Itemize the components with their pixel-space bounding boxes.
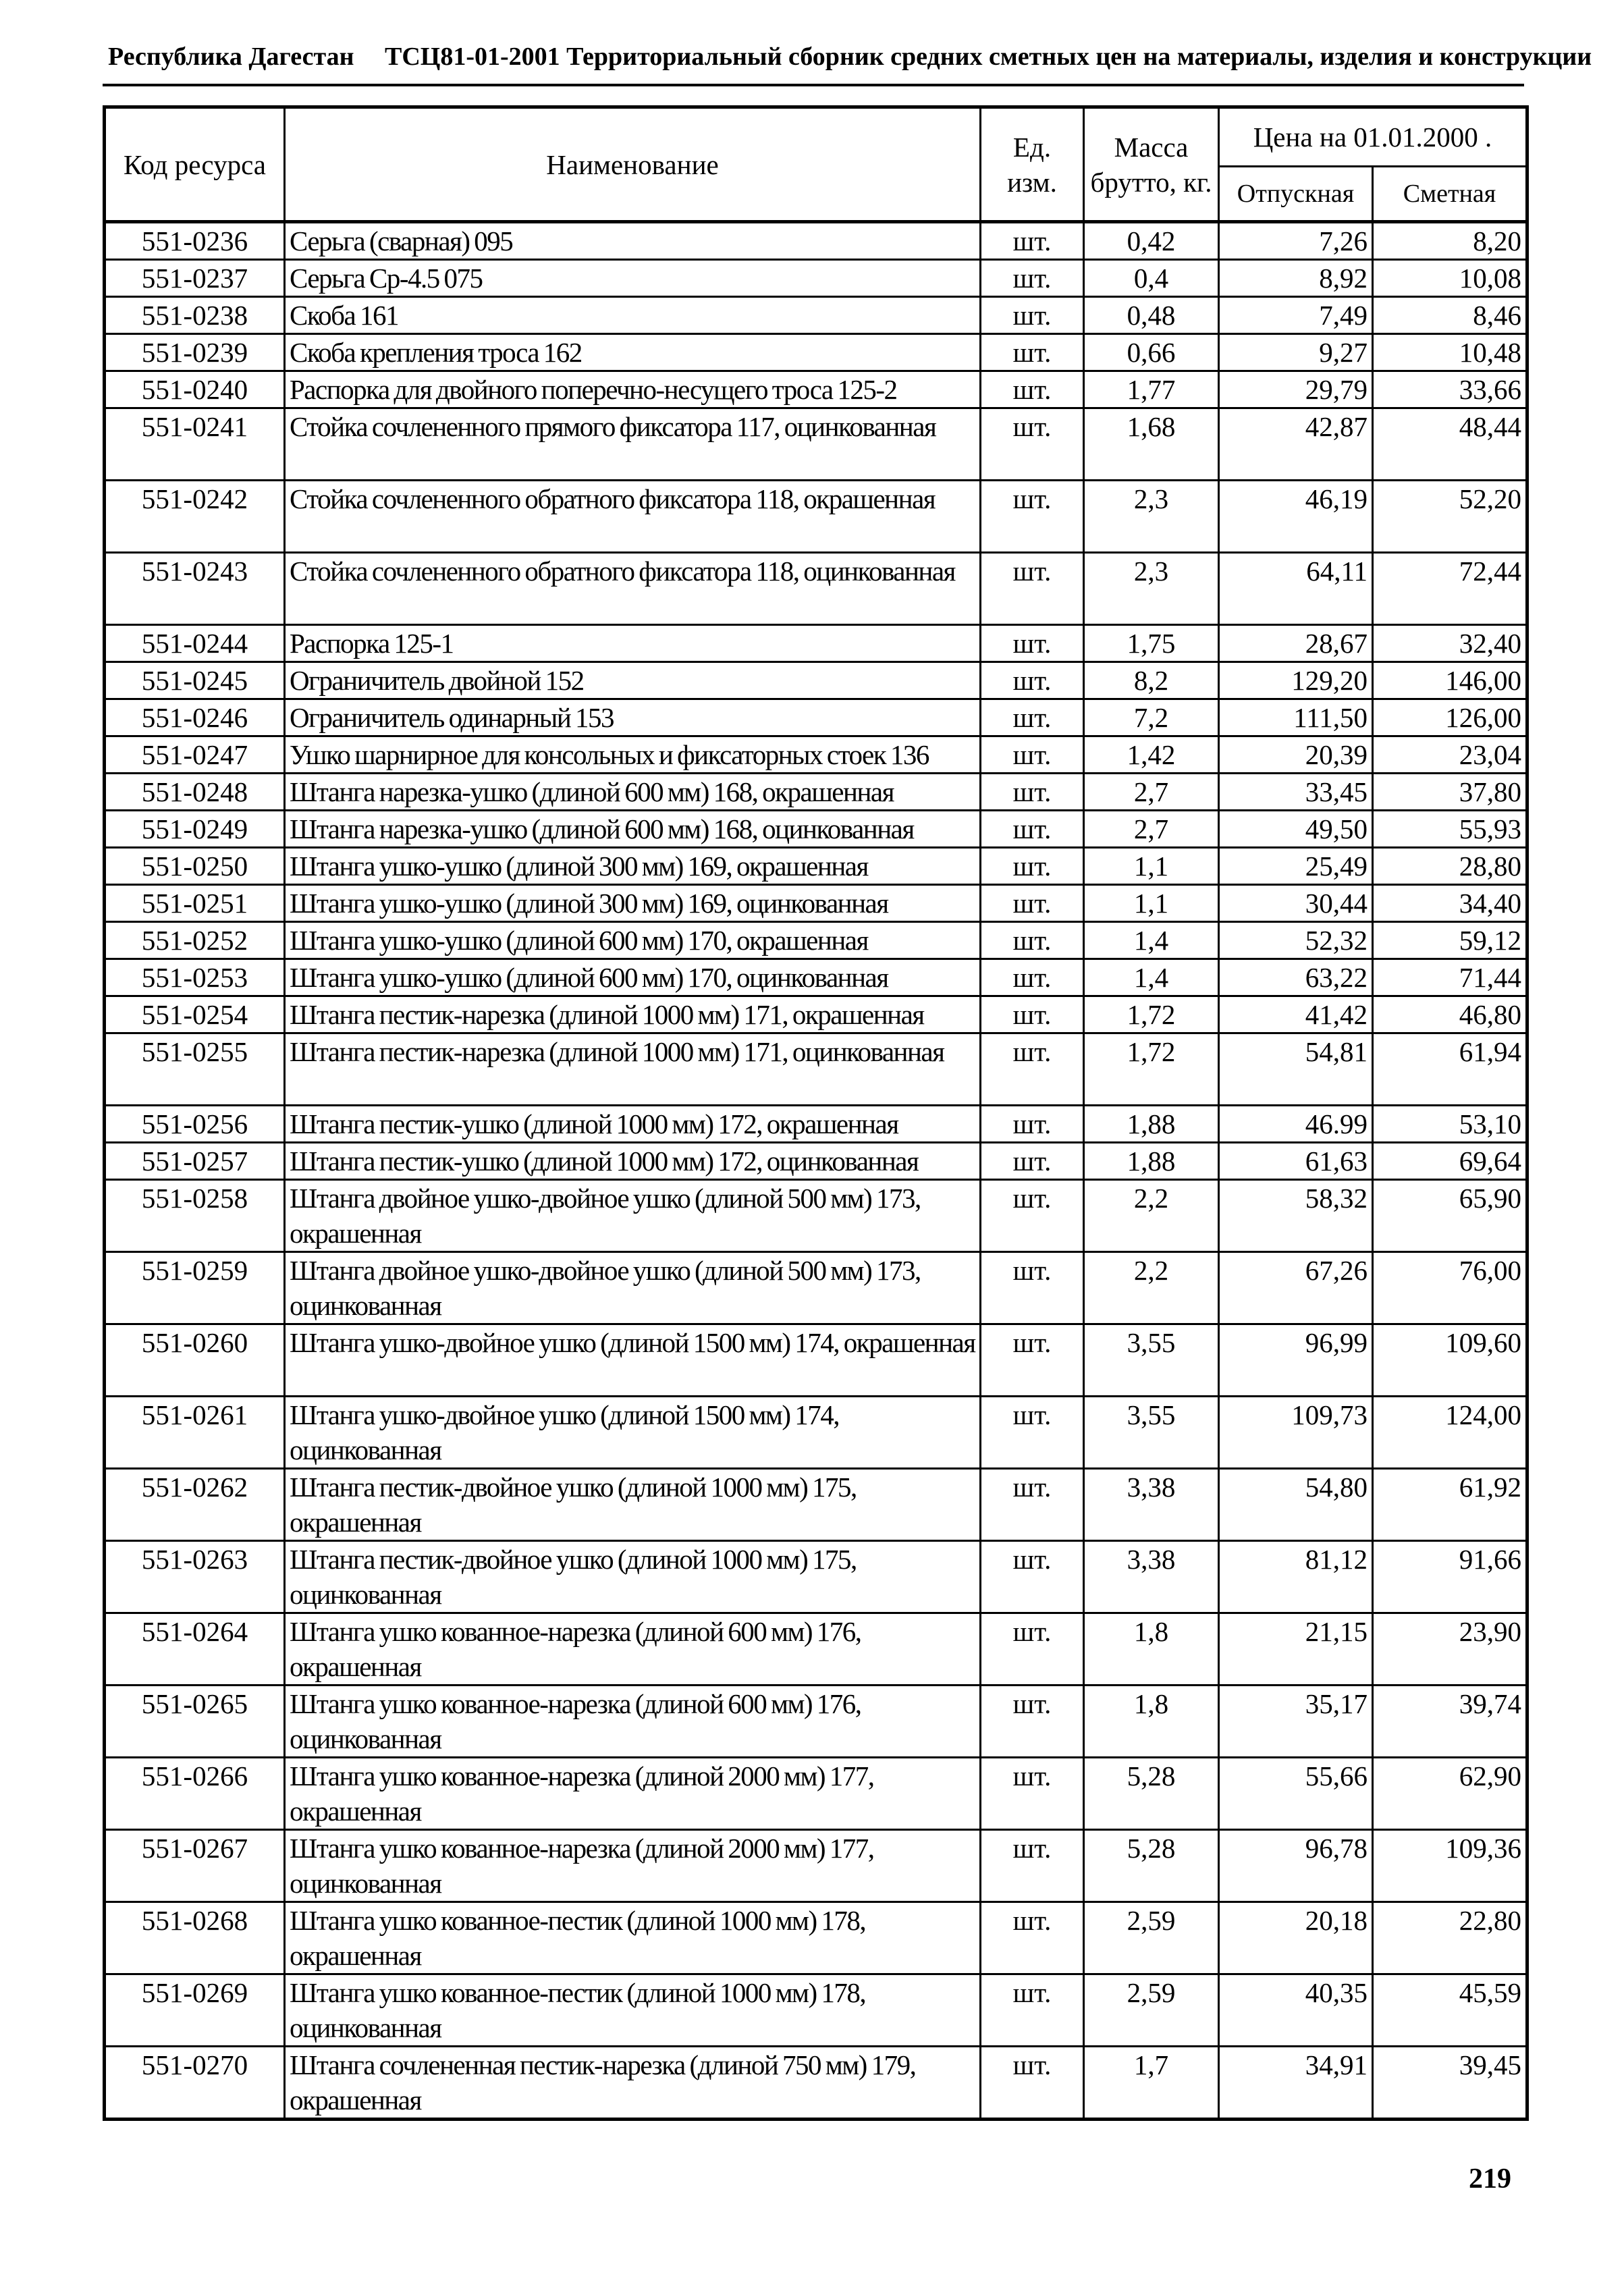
price-table: [103, 105, 1529, 2121]
unit-cell: шт.: [981, 885, 1084, 922]
estimate-price-cell: 8,46: [1373, 297, 1527, 334]
table-row: [105, 774, 1527, 811]
gross-mass-cell: 1,72: [1084, 996, 1219, 1033]
unit-cell: шт.: [981, 774, 1084, 811]
table-row: [105, 1397, 1527, 1469]
table-row: [105, 1830, 1527, 1902]
table-row: [105, 1180, 1527, 1252]
unit-cell: шт.: [981, 260, 1084, 297]
release-price-cell: 64,11: [1219, 553, 1373, 625]
header-rule: [103, 84, 1524, 86]
table-row: [105, 1758, 1527, 1830]
estimate-price-cell: 61,94: [1373, 1033, 1527, 1106]
item-name-cell: Штанга пестик-двойное ушко (длиной 1000 мм) 175, окрашенная: [285, 1469, 981, 1541]
estimate-price-cell: 61,92: [1373, 1469, 1527, 1541]
gross-mass-cell: 2,2: [1084, 1252, 1219, 1324]
table-row: [105, 625, 1527, 662]
estimate-price-cell: 48,44: [1373, 408, 1527, 481]
gross-mass-cell: 5,28: [1084, 1758, 1219, 1830]
unit-cell: шт.: [981, 1033, 1084, 1106]
estimate-price-cell: 46,80: [1373, 996, 1527, 1033]
table-row: [105, 222, 1527, 260]
resource-code-cell: 551-0242: [105, 481, 285, 553]
release-price-cell: 63,22: [1219, 959, 1373, 996]
resource-code-cell: 551-0239: [105, 334, 285, 371]
item-name-cell: Штанга ушко кованное-нарезка (длиной 2000 мм) 177, оцинкованная: [285, 1830, 981, 1902]
table-row: [105, 699, 1527, 736]
gross-mass-cell: 1,1: [1084, 885, 1219, 922]
release-price-cell: 7,49: [1219, 297, 1373, 334]
unit-cell: шт.: [981, 1397, 1084, 1469]
table-row: [105, 334, 1527, 371]
gross-mass-cell: 1,8: [1084, 1613, 1219, 1686]
gross-mass-cell: 1,88: [1084, 1106, 1219, 1143]
estimate-price-cell: 126,00: [1373, 699, 1527, 736]
unit-cell: шт.: [981, 625, 1084, 662]
item-name-cell: Штанга пестик-нарезка (длиной 1000 мм) 171, оцинкованная: [285, 1033, 981, 1106]
resource-code-cell: 551-0264: [105, 1613, 285, 1686]
table-row: [105, 481, 1527, 553]
unit-cell: шт.: [981, 662, 1084, 699]
region-name: Республика Дагестан: [108, 43, 354, 71]
gross-mass-cell: 1,8: [1084, 1686, 1219, 1758]
resource-code-cell: 551-0254: [105, 996, 285, 1033]
unit-cell: шт.: [981, 996, 1084, 1033]
resource-code-cell: 551-0265: [105, 1686, 285, 1758]
gross-mass-cell: 2,59: [1084, 1974, 1219, 2047]
gross-mass-cell: 0,48: [1084, 297, 1219, 334]
unit-cell: шт.: [981, 1613, 1084, 1686]
table-row: [105, 553, 1527, 625]
table-row: [105, 260, 1527, 297]
estimate-price-cell: 8,20: [1373, 222, 1527, 260]
unit-cell: шт.: [981, 481, 1084, 553]
unit-cell: шт.: [981, 334, 1084, 371]
table-row: [105, 885, 1527, 922]
resource-code-cell: 551-0251: [105, 885, 285, 922]
table-body: [105, 222, 1527, 2120]
estimate-price-cell: 10,08: [1373, 260, 1527, 297]
column-header-estimate-price: Сметная: [1373, 167, 1527, 222]
item-name-cell: Штанга двойное ушко-двойное ушко (длиной 500 мм) 173, окрашенная: [285, 1180, 981, 1252]
unit-cell: шт.: [981, 1252, 1084, 1324]
estimate-price-cell: 59,12: [1373, 922, 1527, 959]
release-price-cell: 40,35: [1219, 1974, 1373, 2047]
unit-cell: шт.: [981, 1758, 1084, 1830]
release-price-cell: 55,66: [1219, 1758, 1373, 1830]
release-price-cell: 111,50: [1219, 699, 1373, 736]
release-price-cell: 61,63: [1219, 1143, 1373, 1180]
unit-cell: шт.: [981, 1106, 1084, 1143]
collection-title: ТСЦ81-01-2001 Территориальный сборник средних сметных цен на материалы, изделия и конструкции: [385, 43, 1592, 71]
unit-cell: шт.: [981, 922, 1084, 959]
item-name-cell: Штанга пестик-двойное ушко (длиной 1000 мм) 175, оцинкованная: [285, 1541, 981, 1613]
estimate-price-cell: 62,90: [1373, 1758, 1527, 1830]
item-name-cell: Ограничитель одинарный 153: [285, 699, 981, 736]
gross-mass-cell: 0,66: [1084, 334, 1219, 371]
table-row: [105, 811, 1527, 848]
resource-code-cell: 551-0249: [105, 811, 285, 848]
release-price-cell: 129,20: [1219, 662, 1373, 699]
estimate-price-cell: 71,44: [1373, 959, 1527, 996]
release-price-cell: 81,12: [1219, 1541, 1373, 1613]
table-row: [105, 996, 1527, 1033]
item-name-cell: Штанга пестик-нарезка (длиной 1000 мм) 171, окрашенная: [285, 996, 981, 1033]
release-price-cell: 52,32: [1219, 922, 1373, 959]
gross-mass-cell: 1,72: [1084, 1033, 1219, 1106]
estimate-price-cell: 52,20: [1373, 481, 1527, 553]
estimate-price-cell: 34,40: [1373, 885, 1527, 922]
estimate-price-cell: 37,80: [1373, 774, 1527, 811]
item-name-cell: Штанга ушко-ушко (длиной 300 мм) 169, окрашенная: [285, 848, 981, 885]
resource-code-cell: 551-0244: [105, 625, 285, 662]
estimate-price-cell: 23,90: [1373, 1613, 1527, 1686]
resource-code-cell: 551-0255: [105, 1033, 285, 1106]
item-name-cell: Штанга ушко кованное-нарезка (длиной 2000 мм) 177, окрашенная: [285, 1758, 981, 1830]
gross-mass-cell: 1,75: [1084, 625, 1219, 662]
gross-mass-cell: 2,7: [1084, 811, 1219, 848]
release-price-cell: 96,99: [1219, 1324, 1373, 1397]
resource-code-cell: 551-0241: [105, 408, 285, 481]
table-row: [105, 1324, 1527, 1397]
unit-cell: шт.: [981, 959, 1084, 996]
unit-cell: шт.: [981, 1541, 1084, 1613]
resource-code-cell: 551-0269: [105, 1974, 285, 2047]
unit-cell: шт.: [981, 811, 1084, 848]
resource-code-cell: 551-0247: [105, 736, 285, 774]
unit-cell: шт.: [981, 1830, 1084, 1902]
item-name-cell: Серьга Ср-4.5 075: [285, 260, 981, 297]
gross-mass-cell: 1,7: [1084, 2047, 1219, 2120]
item-name-cell: Штанга пестик-ушко (длиной 1000 мм) 172, окрашенная: [285, 1106, 981, 1143]
release-price-cell: 7,26: [1219, 222, 1373, 260]
resource-code-cell: 551-0250: [105, 848, 285, 885]
release-price-cell: 42,87: [1219, 408, 1373, 481]
table-row: [105, 1613, 1527, 1686]
estimate-price-cell: 10,48: [1373, 334, 1527, 371]
column-header-name: Наименование: [285, 107, 981, 222]
resource-code-cell: 551-0267: [105, 1830, 285, 1902]
gross-mass-cell: 3,38: [1084, 1469, 1219, 1541]
resource-code-cell: 551-0262: [105, 1469, 285, 1541]
item-name-cell: Распорка 125-1: [285, 625, 981, 662]
estimate-price-cell: 53,10: [1373, 1106, 1527, 1143]
estimate-price-cell: 65,90: [1373, 1180, 1527, 1252]
gross-mass-cell: 0,42: [1084, 222, 1219, 260]
resource-code-cell: 551-0261: [105, 1397, 285, 1469]
item-name-cell: Штанга пестик-ушко (длиной 1000 мм) 172, оцинкованная: [285, 1143, 981, 1180]
release-price-cell: 21,15: [1219, 1613, 1373, 1686]
estimate-price-cell: 72,44: [1373, 553, 1527, 625]
resource-code-cell: 551-0248: [105, 774, 285, 811]
unit-cell: шт.: [981, 1180, 1084, 1252]
gross-mass-cell: 2,3: [1084, 553, 1219, 625]
release-price-cell: 96,78: [1219, 1830, 1373, 1902]
unit-cell: шт.: [981, 371, 1084, 408]
gross-mass-cell: 7,2: [1084, 699, 1219, 736]
gross-mass-cell: 8,2: [1084, 662, 1219, 699]
gross-mass-cell: 1,88: [1084, 1143, 1219, 1180]
item-name-cell: Штанга ушко-двойное ушко (длиной 1500 мм) 174, окрашенная: [285, 1324, 981, 1397]
estimate-price-cell: 76,00: [1373, 1252, 1527, 1324]
unit-cell: шт.: [981, 1974, 1084, 2047]
item-name-cell: Стойка сочлененного обратного фиксатора 118, оцинкованная: [285, 553, 981, 625]
estimate-price-cell: 109,60: [1373, 1324, 1527, 1397]
table-row: [105, 1686, 1527, 1758]
resource-code-cell: 551-0270: [105, 2047, 285, 2120]
estimate-price-cell: 23,04: [1373, 736, 1527, 774]
item-name-cell: Стойка сочлененного прямого фиксатора 117, оцинкованная: [285, 408, 981, 481]
item-name-cell: Серьга (сварная) 095: [285, 222, 981, 260]
resource-code-cell: 551-0268: [105, 1902, 285, 1974]
estimate-price-cell: 22,80: [1373, 1902, 1527, 1974]
item-name-cell: Штанга ушко-ушко (длиной 600 мм) 170, оцинкованная: [285, 959, 981, 996]
item-name-cell: Распорка для двойного поперечно-несущего троса 125-2: [285, 371, 981, 408]
gross-mass-cell: 2,2: [1084, 1180, 1219, 1252]
unit-cell: шт.: [981, 553, 1084, 625]
unit-cell: шт.: [981, 408, 1084, 481]
resource-code-cell: 551-0258: [105, 1180, 285, 1252]
resource-code-cell: 551-0257: [105, 1143, 285, 1180]
resource-code-cell: 551-0243: [105, 553, 285, 625]
item-name-cell: Штанга ушко-ушко (длиной 300 мм) 169, оцинкованная: [285, 885, 981, 922]
unit-cell: шт.: [981, 1902, 1084, 1974]
estimate-price-cell: 69,64: [1373, 1143, 1527, 1180]
unit-cell: шт.: [981, 699, 1084, 736]
column-header-unit: Ед. изм.: [981, 107, 1084, 222]
unit-cell: шт.: [981, 297, 1084, 334]
gross-mass-cell: 1,4: [1084, 922, 1219, 959]
item-name-cell: Штанга сочлененная пестик-нарезка (длиной 750 мм) 179, окрашенная: [285, 2047, 981, 2120]
release-price-cell: 33,45: [1219, 774, 1373, 811]
table-row: [105, 1252, 1527, 1324]
table-row: [105, 371, 1527, 408]
release-price-cell: 49,50: [1219, 811, 1373, 848]
estimate-price-cell: 39,74: [1373, 1686, 1527, 1758]
gross-mass-cell: 3,55: [1084, 1397, 1219, 1469]
release-price-cell: 41,42: [1219, 996, 1373, 1033]
table-header: [105, 107, 1527, 222]
table-row: [105, 1541, 1527, 1613]
release-price-cell: 54,81: [1219, 1033, 1373, 1106]
table-row: [105, 297, 1527, 334]
item-name-cell: Штанга ушко-двойное ушко (длиной 1500 мм) 174, оцинкованная: [285, 1397, 981, 1469]
table-row: [105, 922, 1527, 959]
release-price-cell: 29,79: [1219, 371, 1373, 408]
resource-code-cell: 551-0263: [105, 1541, 285, 1613]
column-header-mass: Масса брутто, кг.: [1084, 107, 1219, 222]
release-price-cell: 35,17: [1219, 1686, 1373, 1758]
release-price-cell: 46,19: [1219, 481, 1373, 553]
estimate-price-cell: 32,40: [1373, 625, 1527, 662]
release-price-cell: 30,44: [1219, 885, 1373, 922]
resource-code-cell: 551-0256: [105, 1106, 285, 1143]
release-price-cell: 25,49: [1219, 848, 1373, 885]
column-header-price-group: Цена на 01.01.2000 .: [1219, 107, 1527, 167]
item-name-cell: Штанга ушко кованное-пестик (длиной 1000 мм) 178, окрашенная: [285, 1902, 981, 1974]
table-row: [105, 2047, 1527, 2120]
gross-mass-cell: 0,4: [1084, 260, 1219, 297]
item-name-cell: Штанга нарезка-ушко (длиной 600 мм) 168, окрашенная: [285, 774, 981, 811]
estimate-price-cell: 91,66: [1373, 1541, 1527, 1613]
release-price-cell: 67,26: [1219, 1252, 1373, 1324]
resource-code-cell: 551-0246: [105, 699, 285, 736]
table-row: [105, 1143, 1527, 1180]
running-head: [103, 42, 1592, 82]
gross-mass-cell: 5,28: [1084, 1830, 1219, 1902]
gross-mass-cell: 2,3: [1084, 481, 1219, 553]
gross-mass-cell: 3,38: [1084, 1541, 1219, 1613]
unit-cell: шт.: [981, 848, 1084, 885]
release-price-cell: 58,32: [1219, 1180, 1373, 1252]
resource-code-cell: 551-0245: [105, 662, 285, 699]
release-price-cell: 28,67: [1219, 625, 1373, 662]
item-name-cell: Штанга ушко кованное-пестик (длиной 1000 мм) 178, оцинкованная: [285, 1974, 981, 2047]
column-header-code: Код ресурса: [105, 107, 285, 222]
gross-mass-cell: 1,4: [1084, 959, 1219, 996]
table-row: [105, 408, 1527, 481]
resource-code-cell: 551-0260: [105, 1324, 285, 1397]
item-name-cell: Штанга двойное ушко-двойное ушко (длиной 500 мм) 173, оцинкованная: [285, 1252, 981, 1324]
gross-mass-cell: 1,42: [1084, 736, 1219, 774]
resource-code-cell: 551-0266: [105, 1758, 285, 1830]
release-price-cell: 8,92: [1219, 260, 1373, 297]
unit-cell: шт.: [981, 1324, 1084, 1397]
item-name-cell: Стойка сочлененного обратного фиксатора 118, окрашенная: [285, 481, 981, 553]
resource-code-cell: 551-0238: [105, 297, 285, 334]
item-name-cell: Ограничитель двойной 152: [285, 662, 981, 699]
resource-code-cell: 551-0236: [105, 222, 285, 260]
release-price-cell: 54,80: [1219, 1469, 1373, 1541]
table-row: [105, 736, 1527, 774]
gross-mass-cell: 1,77: [1084, 371, 1219, 408]
release-price-cell: 20,39: [1219, 736, 1373, 774]
gross-mass-cell: 3,55: [1084, 1324, 1219, 1397]
table-row: [105, 662, 1527, 699]
item-name-cell: Штанга нарезка-ушко (длиной 600 мм) 168, оцинкованная: [285, 811, 981, 848]
release-price-cell: 20,18: [1219, 1902, 1373, 1974]
release-price-cell: 109,73: [1219, 1397, 1373, 1469]
release-price-cell: 46.99: [1219, 1106, 1373, 1143]
estimate-price-cell: 124,00: [1373, 1397, 1527, 1469]
estimate-price-cell: 39,45: [1373, 2047, 1527, 2120]
item-name-cell: Ушко шарнирное для консольных и фиксаторных стоек 136: [285, 736, 981, 774]
unit-cell: шт.: [981, 1143, 1084, 1180]
column-header-release-price: Отпускная: [1219, 167, 1373, 222]
estimate-price-cell: 55,93: [1373, 811, 1527, 848]
release-price-cell: 9,27: [1219, 334, 1373, 371]
unit-cell: шт.: [981, 1469, 1084, 1541]
item-name-cell: Скоба 161: [285, 297, 981, 334]
unit-cell: шт.: [981, 736, 1084, 774]
gross-mass-cell: 2,7: [1084, 774, 1219, 811]
estimate-price-cell: 28,80: [1373, 848, 1527, 885]
item-name-cell: Штанга ушко-ушко (длиной 600 мм) 170, окрашенная: [285, 922, 981, 959]
table-row: [105, 1974, 1527, 2047]
table-row: [105, 1469, 1527, 1541]
resource-code-cell: 551-0253: [105, 959, 285, 996]
table-row: [105, 848, 1527, 885]
resource-code-cell: 551-0237: [105, 260, 285, 297]
estimate-price-cell: 146,00: [1373, 662, 1527, 699]
item-name-cell: Скоба крепления троса 162: [285, 334, 981, 371]
unit-cell: шт.: [981, 2047, 1084, 2120]
unit-cell: шт.: [981, 1686, 1084, 1758]
gross-mass-cell: 1,1: [1084, 848, 1219, 885]
resource-code-cell: 551-0259: [105, 1252, 285, 1324]
table-row: [105, 1033, 1527, 1106]
estimate-price-cell: 33,66: [1373, 371, 1527, 408]
table-row: [105, 1902, 1527, 1974]
estimate-price-cell: 109,36: [1373, 1830, 1527, 1902]
page-number: 219: [1469, 2163, 1511, 2194]
gross-mass-cell: 2,59: [1084, 1902, 1219, 1974]
resource-code-cell: 551-0252: [105, 922, 285, 959]
gross-mass-cell: 1,68: [1084, 408, 1219, 481]
table-row: [105, 959, 1527, 996]
unit-cell: шт.: [981, 222, 1084, 260]
item-name-cell: Штанга ушко кованное-нарезка (длиной 600 мм) 176, оцинкованная: [285, 1686, 981, 1758]
item-name-cell: Штанга ушко кованное-нарезка (длиной 600 мм) 176, окрашенная: [285, 1613, 981, 1686]
resource-code-cell: 551-0240: [105, 371, 285, 408]
table-row: [105, 1106, 1527, 1143]
release-price-cell: 34,91: [1219, 2047, 1373, 2120]
estimate-price-cell: 45,59: [1373, 1974, 1527, 2047]
